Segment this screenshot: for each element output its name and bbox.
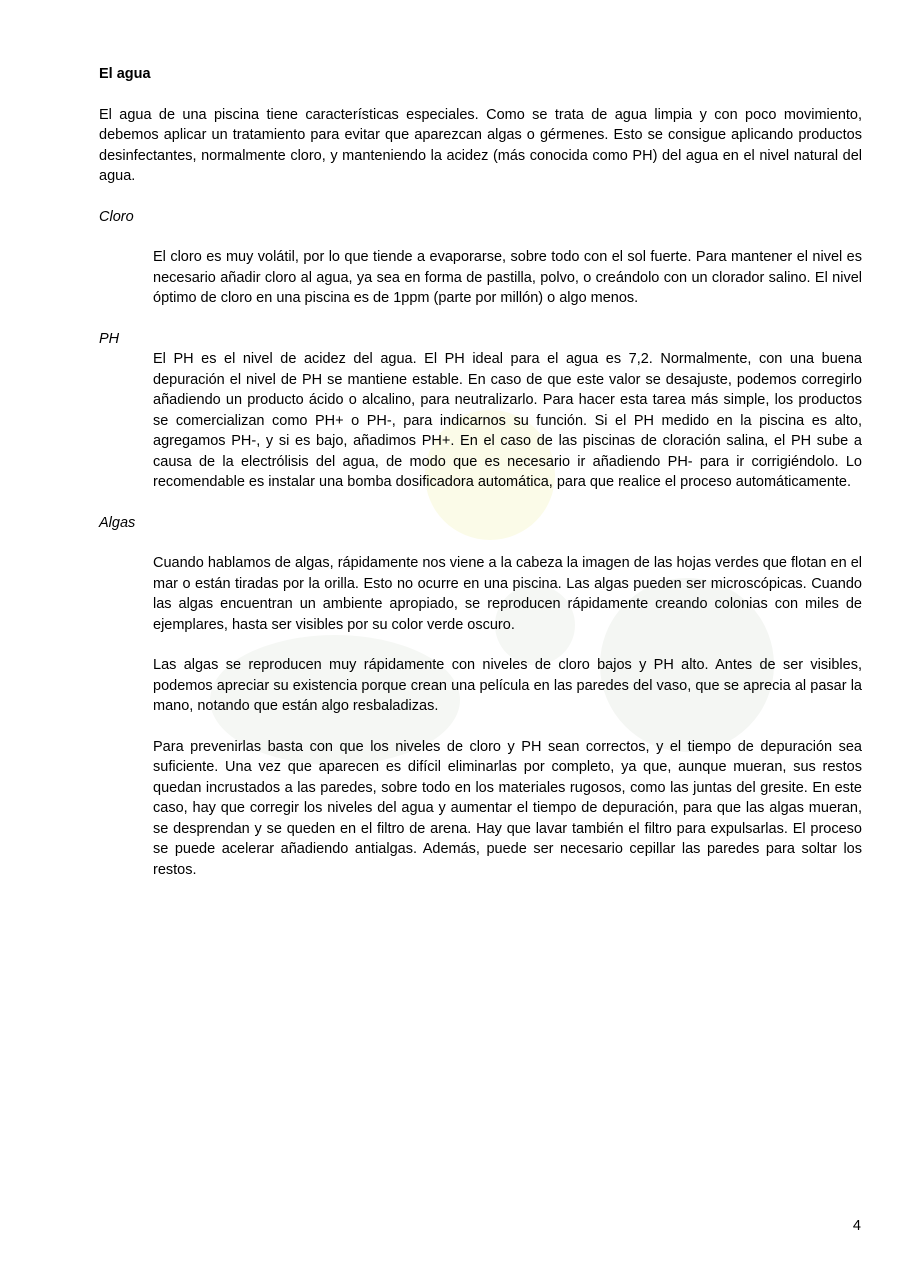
intro-paragraph: El agua de una piscina tiene características especiales. Como se trata de agua limpia y con poco movimiento, debemos aplicar un tratamiento para evitar que aparezcan algas o gérmenes. Esto se consigue aplicando productos desinfectantes, normalmente cloro, y manteniendo la acidez (más conocida como PH) del agua en el nivel natural del agua.	[99, 106, 862, 184]
section-heading-cloro: Cloro	[99, 208, 134, 225]
document-body	[99, 64, 862, 880]
section-heading-algas: Algas	[99, 514, 136, 531]
ph-paragraph: El PH es el nivel de acidez del agua. El PH ideal para el agua es 7,2. Normalmente, con una buena depuración el nivel de PH se mantiene estable. En caso de que este valor se desajuste, podemos corregirlo añadiendo un producto ácido o alcalino, para neutralizarlo. Para hacer esta tarea más simple, los productos se comercializan como PH+ o PH-, para indicarnos su función. Si el PH medido en la piscina es alto, agregamos PH-, y si es bajo, añadimos PH+. En el caso de las piscinas de cloración salina, el PH sube a causa de la electrólisis del agua, de modo que es necesario ir añadiendo PH- para ir corrigiéndolo. Lo recomendable es instalar una bomba dosificadora automática, para que realice el proceso automáticamente.	[153, 351, 862, 490]
section-heading-ph: PH	[99, 330, 120, 347]
cloro-paragraph: El cloro es muy volátil, por lo que tiende a evaporarse, sobre todo con el sol fuerte. Para mantener el nivel es necesario añadir cloro al agua, ya sea en forma de pastilla, polvo, o creándolo con un clorador salino. El nivel óptimo de cloro en una piscina es de 1ppm (parte por millón) o algo menos.	[153, 249, 862, 306]
document-title: El agua	[99, 66, 151, 82]
algas-paragraph-3: Para prevenirlas basta con que los niveles de cloro y PH sean correctos, y el tiempo de depuración sea suficiente. Una vez que aparecen es difícil eliminarlas por completo, ya que, aunque mueran, sus restos quedan incrustados a las paredes, sobre todo en los materiales rugosos, como las juntas del gresite. En este caso, hay que corregir los niveles del agua y aumentar el tiempo de depuración, para que las algas mueran, se desprendan y se queden en el filtro de arena. Hay que lavar también el filtro para expulsarlas. El proceso se puede acelerar añadiendo antialgas. Además, puede ser necesario cepillar las paredes para soltar los restos.	[153, 738, 862, 878]
algas-paragraph-2: Las algas se reproducen muy rápidamente con niveles de cloro bajos y PH alto. Antes de ser visibles, podemos apreciar su existencia porque crean una película en las paredes del vaso, que se aprecia al pasar la mano, notando que están algo resbaladizas.	[153, 657, 862, 714]
algas-paragraph-1: Cuando hablamos de algas, rápidamente nos viene a la cabeza la imagen de las hojas verdes que flotan en el mar o están tiradas por la orilla. Esto no ocurre en una piscina. Las algas pueden ser microscópicas. Cuando las algas encuentran un ambiente apropiado, se reproducen rápidamente creando colonias con miles de ejemplares, hasta ser visibles por su color verde oscuro.	[153, 555, 862, 633]
page-number: 4	[852, 1218, 861, 1234]
